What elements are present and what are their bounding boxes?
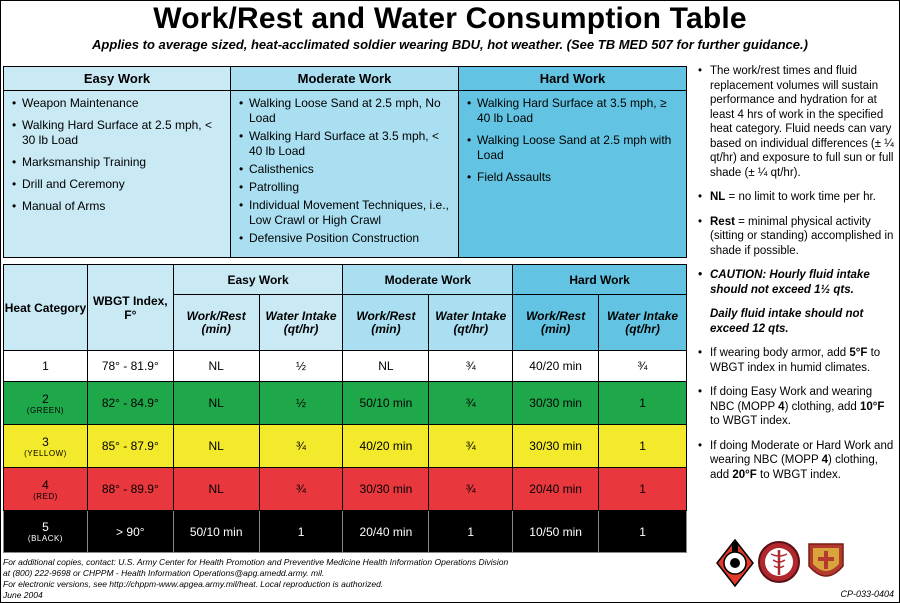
hard-work-list (459, 91, 686, 185)
work-rest-table (3, 264, 687, 553)
table-row (4, 425, 687, 468)
easy-work-list (4, 91, 230, 214)
hard-work-group-header: Hard Work (513, 265, 687, 295)
moderate-water-intake-header: Water Intake (qt/hr) (429, 295, 513, 351)
wbgt-header: WBGT Index, F° (87, 265, 173, 351)
footer-date: June 2004 (3, 590, 43, 600)
list-item: • Walking Loose Sand at 2.5 mph with Load (467, 133, 680, 163)
heat-category-cell: 1 (4, 351, 88, 382)
hard-water-cell: 1 (599, 468, 687, 511)
moderate-water-cell: ¾ (429, 382, 513, 425)
easy-water-cell: ½ (259, 382, 343, 425)
table-row (4, 511, 687, 553)
wbgt-cell: 82° - 84.9° (87, 382, 173, 425)
moderate-work-rest-cell: 20/40 min (343, 511, 429, 553)
easy-work-group-header: Easy Work (173, 265, 343, 295)
easy-work-heading: Easy Work (4, 67, 230, 91)
hard-work-rest-cell: 10/50 min (513, 511, 599, 553)
list-item: • Marksmanship Training (12, 155, 224, 170)
table-row (4, 382, 687, 425)
list-item: • Walking Loose Sand at 2.5 mph, No Load (239, 96, 452, 126)
moderate-work-box (231, 67, 459, 257)
heat-category-cell: 5 (BLACK) (4, 511, 88, 553)
list-item: • Walking Hard Surface at 3.5 mph, < 40 lb Load (239, 129, 452, 159)
army-insignia-icon (717, 540, 753, 586)
footer-line: For electronic versions, see http://chppm-www.apgea.army.mil/heat. Local reproduction is authorized. (3, 579, 384, 589)
list-item: • Drill and Ceremony (12, 177, 224, 192)
list-item: • Individual Movement Techniques, i.e., Low Crawl or High Crawl (239, 198, 452, 228)
easy-work-rest-header: Work/Rest (min) (173, 295, 259, 351)
work-type-boxes (3, 66, 687, 258)
moderate-water-cell: 1 (429, 511, 513, 553)
footer (3, 557, 643, 601)
list-item: • Weapon Maintenance (12, 96, 224, 111)
moderate-water-cell: ¾ (429, 468, 513, 511)
list-item: • Defensive Position Construction (239, 231, 452, 246)
hard-work-box (459, 67, 686, 257)
hard-work-rest-header: Work/Rest (min) (513, 295, 599, 351)
page-subtitle: Applies to average sized, heat-acclimated soldier wearing BDU, hot weather. (See TB MED 507 for further guidance.) (92, 37, 808, 52)
document-code: CP-033-0404 (840, 589, 894, 599)
table-row (4, 351, 687, 382)
moderate-water-cell: ¾ (429, 351, 513, 382)
easy-work-rest-cell: NL (173, 468, 259, 511)
wbgt-cell: 88° - 89.9° (87, 468, 173, 511)
easy-water-intake-header: Water Intake (qt/hr) (259, 295, 343, 351)
hard-water-cell: ¾ (599, 351, 687, 382)
note-fluid-replacement: • The work/rest times and fluid replacement volumes will sustain performance and hydration for at least 4 hrs of work in the specified heat category. Fluid needs can vary based on individual differences (± ¼ qt/hr) and exposure to full sun or full shade (± ¼ qt/hr). (696, 64, 896, 180)
moderate-work-rest-cell: 40/20 min (343, 425, 429, 468)
heat-category-cell: 3 (YELLOW) (4, 425, 88, 468)
moderate-work-rest-cell: NL (343, 351, 429, 382)
hard-work-heading: Hard Work (459, 67, 686, 91)
wbgt-cell: 78° - 81.9° (87, 351, 173, 382)
footer-line: For additional copies, contact: U.S. Army Center for Health Promotion and Preventive Medicine Health Information Operations Division (3, 557, 509, 567)
easy-water-cell: 1 (259, 511, 343, 553)
hard-work-rest-cell: 30/30 min (513, 425, 599, 468)
note-body-armor: • If wearing body armor, add 5°F to WBGT index in humid climates. (696, 346, 896, 375)
easy-work-rest-cell: NL (173, 425, 259, 468)
list-item: • Walking Hard Surface at 2.5 mph, < 30 lb Load (12, 118, 224, 148)
caduceus-seal-icon (759, 542, 799, 582)
easy-water-cell: ½ (259, 351, 343, 382)
moderate-work-heading: Moderate Work (231, 67, 458, 91)
note-caution-daily: Daily fluid intake should not exceed 12 qts. (710, 308, 864, 335)
easy-water-cell: ¾ (259, 425, 343, 468)
wbgt-cell: > 90° (87, 511, 173, 553)
list-item: • Manual of Arms (12, 199, 224, 214)
list-item: • Field Assaults (467, 170, 680, 185)
moderate-work-rest-header: Work/Rest (min) (343, 295, 429, 351)
page-title: Work/Rest and Water Consumption Table (153, 2, 747, 35)
note-caution-hourly: • CAUTION: Hourly fluid intake should not exceed 1½ qts. (696, 268, 896, 297)
easy-work-rest-cell: 50/10 min (173, 511, 259, 553)
wbgt-cell: 85° - 87.9° (87, 425, 173, 468)
hard-water-cell: 1 (599, 382, 687, 425)
heat-category-header: Heat Category (4, 265, 88, 351)
table-row (4, 468, 687, 511)
moderate-work-rest-cell: 50/10 min (343, 382, 429, 425)
side-notes (696, 64, 896, 492)
list-item: • Calisthenics (239, 162, 452, 177)
hard-work-rest-cell: 40/20 min (513, 351, 599, 382)
easy-water-cell: ¾ (259, 468, 343, 511)
list-item: • Walking Hard Surface at 3.5 mph, ≥ 40 lb Load (467, 96, 680, 126)
medical-command-crest-icon (809, 544, 843, 576)
hard-water-cell: 1 (599, 425, 687, 468)
moderate-work-group-header: Moderate Work (343, 265, 513, 295)
hard-work-rest-cell: 20/40 min (513, 468, 599, 511)
moderate-work-list (231, 91, 458, 246)
moderate-water-cell: ¾ (429, 425, 513, 468)
easy-work-rest-cell: NL (173, 382, 259, 425)
heat-category-cell: 4 (RED) (4, 468, 88, 511)
footer-line: at (800) 222-9698 or CHPPM - Health Information Operations@apg.amedd.army. mil. (3, 568, 325, 578)
logos (713, 538, 853, 588)
easy-work-rest-cell: NL (173, 351, 259, 382)
note-rest: • Rest = minimal physical activity (sitting or standing) accomplished in shade if possible. (696, 215, 896, 259)
hard-water-intake-header: Water Intake (qt/hr) (599, 295, 687, 351)
note-nbc-easy: • If doing Easy Work and wearing NBC (MOPP 4) clothing, add 10°F to WBGT index. (696, 385, 896, 429)
heat-category-cell: 2 (GREEN) (4, 382, 88, 425)
easy-work-box (4, 67, 231, 257)
hard-water-cell: 1 (599, 511, 687, 553)
note-nl: • NL = no limit to work time per hr. (696, 190, 896, 205)
hard-work-rest-cell: 30/30 min (513, 382, 599, 425)
note-nbc-moderate-hard: • If doing Moderate or Hard Work and wearing NBC (MOPP 4) clothing, add 20°F to WBGT index. (696, 439, 896, 483)
list-item: • Patrolling (239, 180, 452, 195)
moderate-work-rest-cell: 30/30 min (343, 468, 429, 511)
